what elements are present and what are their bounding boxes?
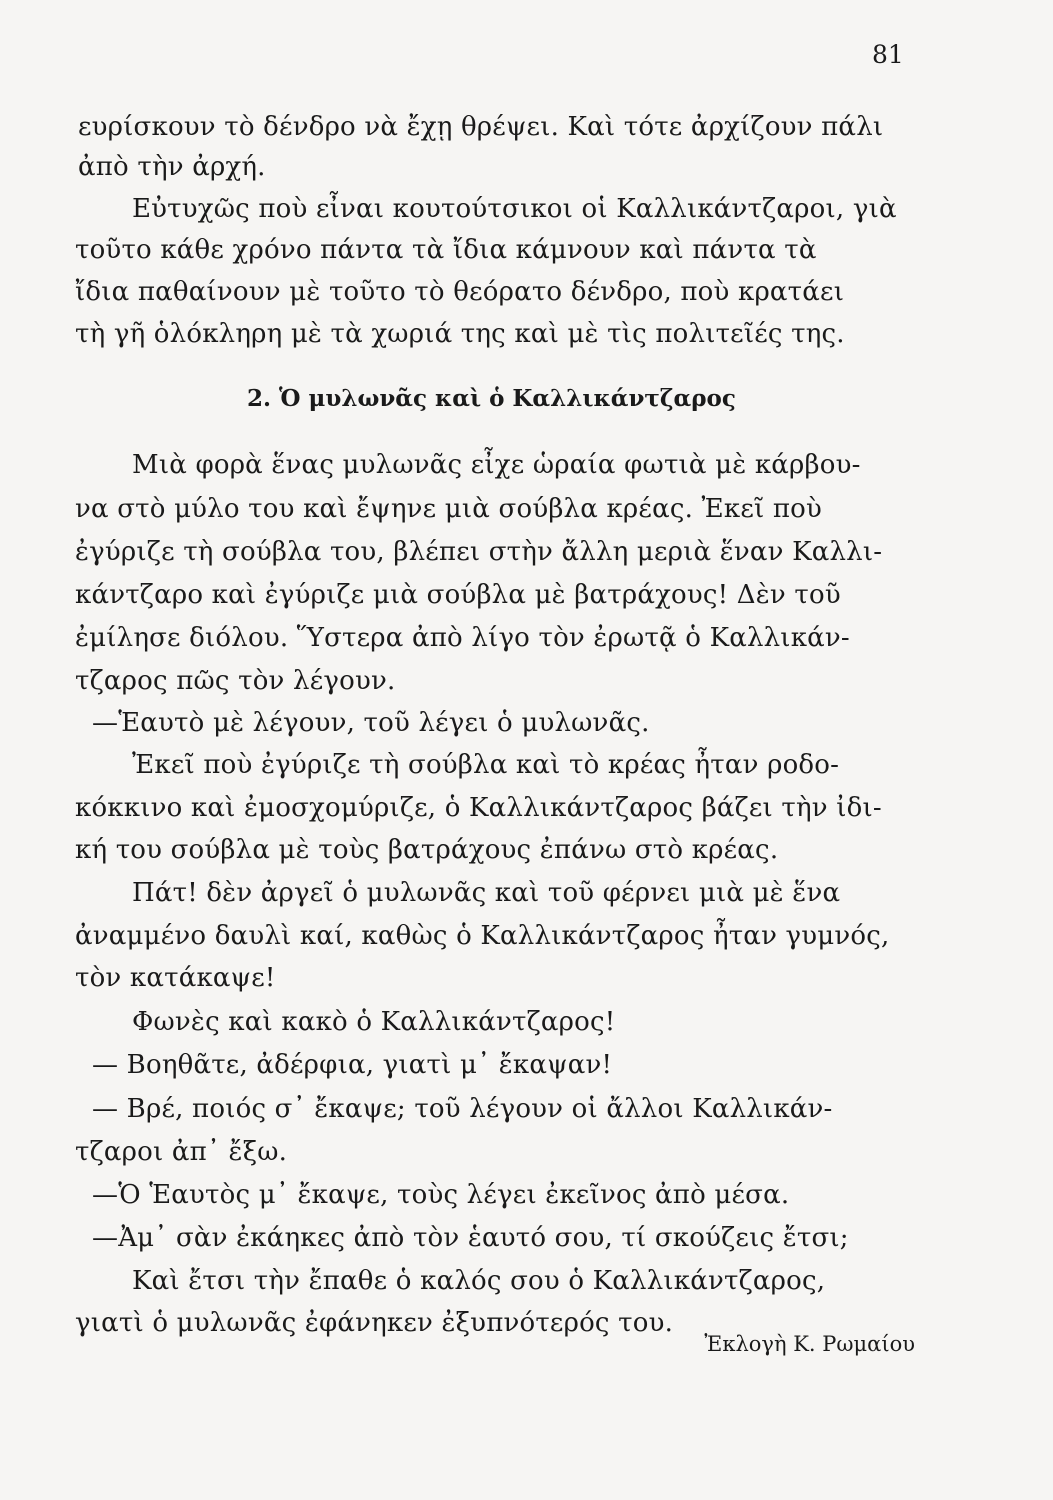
body-line-7: Μιὰ φορὰ ἕνας μυλωνᾶς εἶχε ὡραία φωτιὰ μὲ κάρβου- (132, 450, 861, 480)
body-line-2: ἀπὸ τὴν ἀρχή. (78, 152, 266, 182)
body-line-21: — Βοηθᾶτε, ἀδέρφια, γιατὶ μ᾽ ἔκαψαν! (92, 1050, 613, 1080)
body-line-15: κόκκινο καὶ ἐμοσχομύριζε, ὁ Καλλικάντζαρος βάζει τὴν ἰδι- (75, 793, 882, 823)
section-heading: 2. Ὁ μυλωνᾶς καὶ ὁ Καλλικάντζαρος (247, 385, 736, 412)
body-line-27: γιατὶ ὁ μυλωνᾶς ἐφάνηκεν ἐξυπνότερός του. (75, 1308, 674, 1338)
body-line-10: κάντζαρο καὶ ἐγύριζε μιὰ σούβλα μὲ βατράχους! Δὲν τοῦ (75, 580, 841, 610)
body-line-19: τὸν κατάκαψε! (75, 963, 276, 993)
page-number: 81 (872, 40, 904, 69)
attribution: Ἐκλογὴ Κ. Ρωμαίου (704, 1332, 915, 1356)
body-line-5: ἴδια παθαίνουν μὲ τοῦτο τὸ θεόρατο δένδρο, ποὺ κρατάει (75, 277, 845, 307)
body-line-24: —Ὁ Ἑαυτὸς μ᾽ ἔκαψε, τοὺς λέγει ἐκεῖνος ἀπὸ μέσα. (92, 1180, 790, 1210)
body-line-14: Ἐκεῖ ποὺ ἐγύριζε τὴ σούβλα καὶ τὸ κρέας ἦταν ροδο- (132, 750, 840, 780)
body-line-26: Καὶ ἔτσι τὴν ἔπαθε ὁ καλός σου ὁ Καλλικάντζαρος, (132, 1266, 826, 1296)
body-line-17: Πάτ! δὲν ἀργεῖ ὁ μυλωνᾶς καὶ τοῦ φέρνει μιὰ μὲ ἕνα (132, 878, 841, 908)
body-line-11: ἐμίλησε διόλου. Ὕστερα ἀπὸ λίγο τὸν ἐρωτᾷ ὁ Καλλικάν- (75, 623, 850, 653)
body-line-8: να στὸ μύλο του καὶ ἔψηνε μιὰ σούβλα κρέας. Ἐκεῖ ποὺ (75, 494, 823, 524)
body-line-9: ἐγύριζε τὴ σούβλα του, βλέπει στὴν ἄλλη μεριὰ ἕναν Καλλι- (75, 537, 883, 567)
body-line-25: —Ἀμ᾽ σὰν ἐκάηκες ἀπὸ τὸν ἑαυτό σου, τί σκούζεις ἔτσι; (92, 1223, 849, 1253)
body-line-3: Εὐτυχῶς ποὺ εἶναι κουτούτσικοι οἱ Καλλικάντζαροι, γιὰ (132, 194, 897, 224)
body-line-22: — Βρέ, ποιός σ᾽ ἔκαψε; τοῦ λέγουν οἱ ἄλλοι Καλλικάν- (92, 1094, 833, 1124)
body-line-4: τοῦτο κάθε χρόνο πάντα τὰ ἴδια κάμνουν καὶ πάντα τὰ (75, 235, 817, 265)
body-line-16: κή του σούβλα μὲ τοὺς βατράχους ἐπάνω στὸ κρέας. (75, 835, 779, 865)
body-line-12: τζαρος πῶς τὸν λέγουν. (75, 666, 396, 696)
body-line-20: Φωνὲς καὶ κακὸ ὁ Καλλικάντζαρος! (132, 1007, 616, 1037)
body-line-1: ευρίσκουν τὸ δένδρο νὰ ἔχῃ θρέψει. Καὶ τότε ἀρχίζουν πάλι (78, 112, 884, 142)
body-line-6: τὴ γῆ ὁλόκληρη μὲ τὰ χωριά της καὶ μὲ τὶς πολιτεῖές της. (75, 319, 845, 349)
body-line-23: τζαροι ἀπ᾽ ἔξω. (75, 1137, 288, 1167)
body-line-13: —Ἑαυτὸ μὲ λέγουν, τοῦ λέγει ὁ μυλωνᾶς. (92, 708, 650, 738)
body-line-18: ἀναμμένο δαυλὶ καί, καθὼς ὁ Καλλικάντζαρος ἦταν γυμνός, (75, 921, 890, 951)
